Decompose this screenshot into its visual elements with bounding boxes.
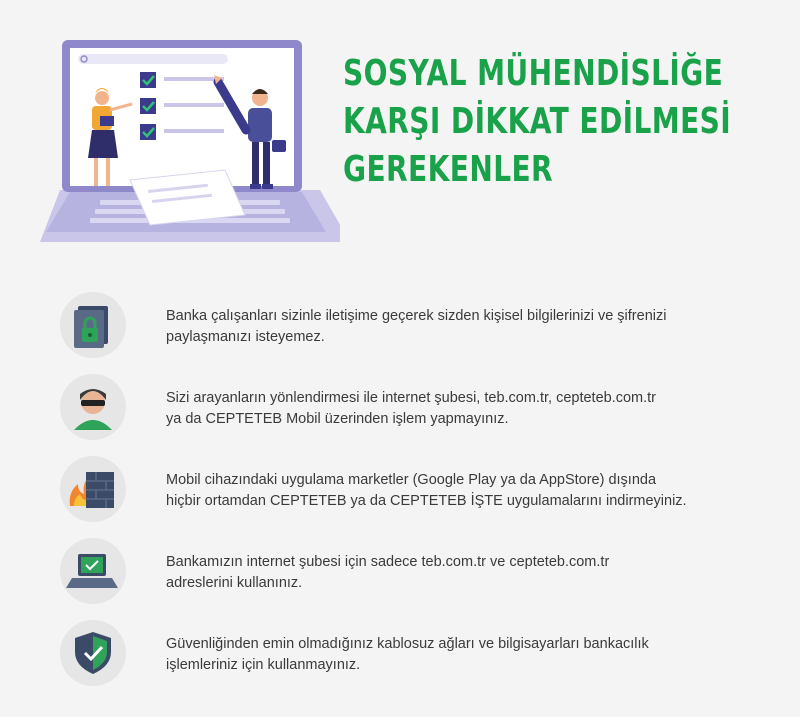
shield-check-icon — [60, 620, 126, 686]
laptop-icon — [60, 538, 126, 604]
title-line-3: GEREKENLER — [343, 149, 554, 190]
lock-folder-icon — [60, 292, 126, 358]
item-text-line-1: Mobil cihazındaki uygulama marketler (Google Play ya da AppStore) dışında — [166, 472, 657, 488]
item-text-line-2: adreslerini kullanınız. — [166, 575, 303, 591]
title-line-2: KARŞI DİKKAT EDİLMESİ — [343, 101, 732, 142]
item-text-line-2: ya da CEPTETEB Mobil üzerinden işlem yapmayınız. — [166, 411, 509, 427]
hero-illustration — [40, 20, 340, 250]
item-text-line-2: paylaşmanızı isteyemez. — [166, 329, 325, 345]
list-item — [60, 456, 780, 524]
list-item — [60, 620, 780, 688]
item-text-line-2: işlemleriniz için kullanmayınız. — [166, 657, 361, 673]
item-text-line-1: Sizi arayanların yönlendirmesi ile internet şubesi, teb.com.tr, cepteteb.com.tr — [166, 390, 657, 406]
item-text-line-2: hiçbir ortamdan CEPTETEB ya da CEPTETEB İŞTE uygulamalarını indirmeyiniz. — [166, 493, 687, 509]
page-title — [343, 50, 732, 194]
title-line-1: SOSYAL MÜHENDİSLİĞE — [343, 53, 724, 94]
hacker-icon — [60, 374, 126, 440]
list-item — [60, 292, 780, 360]
item-text-line-1: Bankamızın internet şubesi için sadece teb.com.tr ve cepteteb.com.tr — [166, 554, 610, 570]
item-text-line-1: Güvenliğinden emin olmadığınız kablosuz ağları ve bilgisayarları bankacılık — [166, 636, 649, 652]
list-item — [60, 374, 780, 442]
firewall-icon — [60, 456, 126, 522]
item-text-line-1: Banka çalışanları sizinle iletişime geçerek sizden kişisel bilgilerinizi ve şifrenizi — [166, 308, 667, 324]
list-item — [60, 538, 780, 606]
